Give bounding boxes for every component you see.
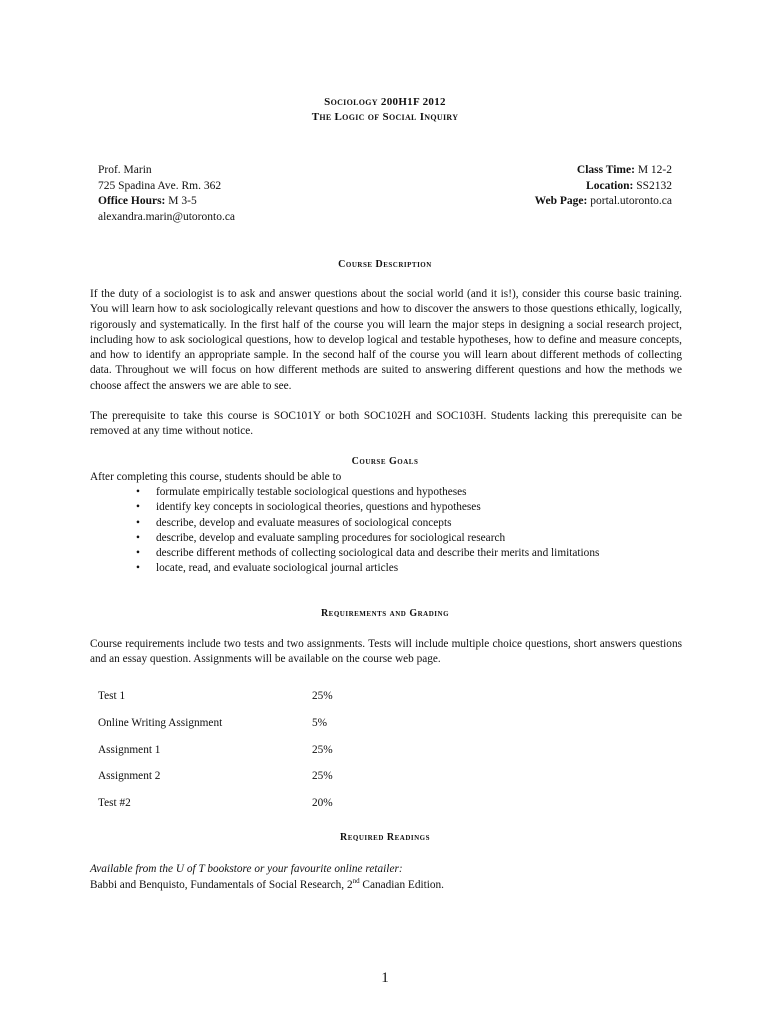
instructor-info <box>98 163 235 225</box>
bullet-icon: • <box>136 486 140 499</box>
table-row <box>98 717 333 744</box>
bullet-icon: • <box>136 531 140 544</box>
grade-weight: 25% <box>312 770 333 783</box>
goals-intro: After completing this course, students should be able to <box>90 471 342 483</box>
course-description-heading: Course Description <box>338 259 432 270</box>
instructor-email: alexandra.marin@utoronto.ca <box>98 210 236 223</box>
grade-weight: 20% <box>312 797 333 810</box>
goal-text: describe, develop and evaluate sampling procedures for sociological research <box>156 531 506 544</box>
citation-suffix: Canadian Edition. <box>359 878 445 891</box>
grade-item: Test 1 <box>98 690 126 702</box>
goal-text: identify key concepts in sociological theories, questions and hypotheses <box>156 501 481 514</box>
title-block <box>0 95 770 125</box>
bullet-icon: • <box>136 562 140 575</box>
course-goals <box>90 470 599 576</box>
web-page <box>535 194 672 210</box>
class-location-label: Location: <box>586 179 634 192</box>
grade-item: Assignment 1 <box>98 743 161 756</box>
grade-weight: 25% <box>312 690 333 702</box>
table-row <box>98 770 333 797</box>
table-row <box>98 797 333 824</box>
textbook-citation <box>90 878 444 894</box>
grade-item: Test #2 <box>98 797 131 810</box>
grading-table <box>98 690 333 824</box>
table-row <box>98 744 333 771</box>
page-number: 1 <box>381 970 389 986</box>
table-row <box>98 690 333 717</box>
web-page-value: portal.utoronto.ca <box>587 195 672 207</box>
bullet-icon: • <box>136 516 140 529</box>
requirements-paragraph: Course requirements include two tests and two assignments. Tests will include multiple choice questions, short answers questions and an essay question. Assignments will be available on the course web page. <box>90 638 682 666</box>
list-item <box>136 546 599 561</box>
required-readings <box>90 862 444 893</box>
web-page-label: Web Page: <box>534 195 588 207</box>
goal-text: formulate empirically testable sociological questions and hypotheses <box>156 486 467 499</box>
grade-weight: 25% <box>312 743 333 756</box>
class-time-value: M 12-2 <box>634 164 672 176</box>
instructor-address: 725 Spadina Ave. Rm. 362 <box>98 179 222 192</box>
edition-superscript: nd <box>352 876 360 885</box>
instructor-name: Prof. Marin <box>98 164 152 176</box>
class-location <box>535 179 672 195</box>
list-item <box>136 531 599 546</box>
office-hours-label: Office Hours: <box>98 195 166 207</box>
grade-weight: 5% <box>312 716 328 729</box>
office-hours-value: M 3-5 <box>165 195 197 207</box>
list-item <box>136 561 599 576</box>
requirements-heading: Requirements and Grading <box>320 608 450 619</box>
class-time-label: Class Time: <box>576 164 635 176</box>
readings-availability: Available from the U of T bookstore or your favourite online retailer: <box>90 863 403 875</box>
goals-list <box>90 485 599 576</box>
goal-text: describe, develop and evaluate measures of sociological concepts <box>156 516 452 529</box>
citation-text: Babbi and Benquisto, Fundamentals of Social Research, 2 <box>90 878 353 891</box>
class-time <box>535 163 672 179</box>
list-item <box>136 500 599 515</box>
list-item <box>136 485 599 500</box>
grade-item: Assignment 2 <box>98 770 161 783</box>
office-hours <box>98 194 235 210</box>
list-item <box>136 516 599 531</box>
grade-item: Online Writing Assignment <box>98 716 223 729</box>
course-code: Sociology 200H1F 2012 <box>324 96 446 108</box>
bullet-icon: • <box>136 547 140 560</box>
class-info <box>535 163 672 210</box>
goal-text: locate, read, and evaluate sociological journal articles <box>156 562 399 575</box>
required-readings-heading: Required Readings <box>339 832 430 843</box>
prerequisite-paragraph: The prerequisite to take this course is SOC101Y or both SOC102H and SOC103H. Students lacking this prerequisite can be removed at any time without notice. <box>90 410 682 438</box>
course-description-paragraph: If the duty of a sociologist is to ask and answer questions about the social world (and it is!), consider this course basic training. You will learn how to ask sociologically relevant questions and how to discover the answers to those questions ethically, logically, rigorously and systematically. In the first half of the course you will learn the major steps in designing a social research project, including how to ask sociological questions, how to develop logical and testable hypotheses, how to define and measure concepts, and how to identify an appropriate sample. In the second half of the course you will learn about different methods of collecting data. Throughout we will focus on how different methods are suited to answering different questions and how the methods we choose affect the answers we are able to see. <box>90 288 682 392</box>
goal-text: describe different methods of collecting sociological data and describe their merits and limitations <box>156 547 600 560</box>
class-location-value: SS2132 <box>633 179 672 192</box>
course-goals-heading: Course Goals <box>351 456 419 467</box>
bullet-icon: • <box>136 501 140 514</box>
course-title: The Logic of Social Inquiry <box>311 111 459 123</box>
